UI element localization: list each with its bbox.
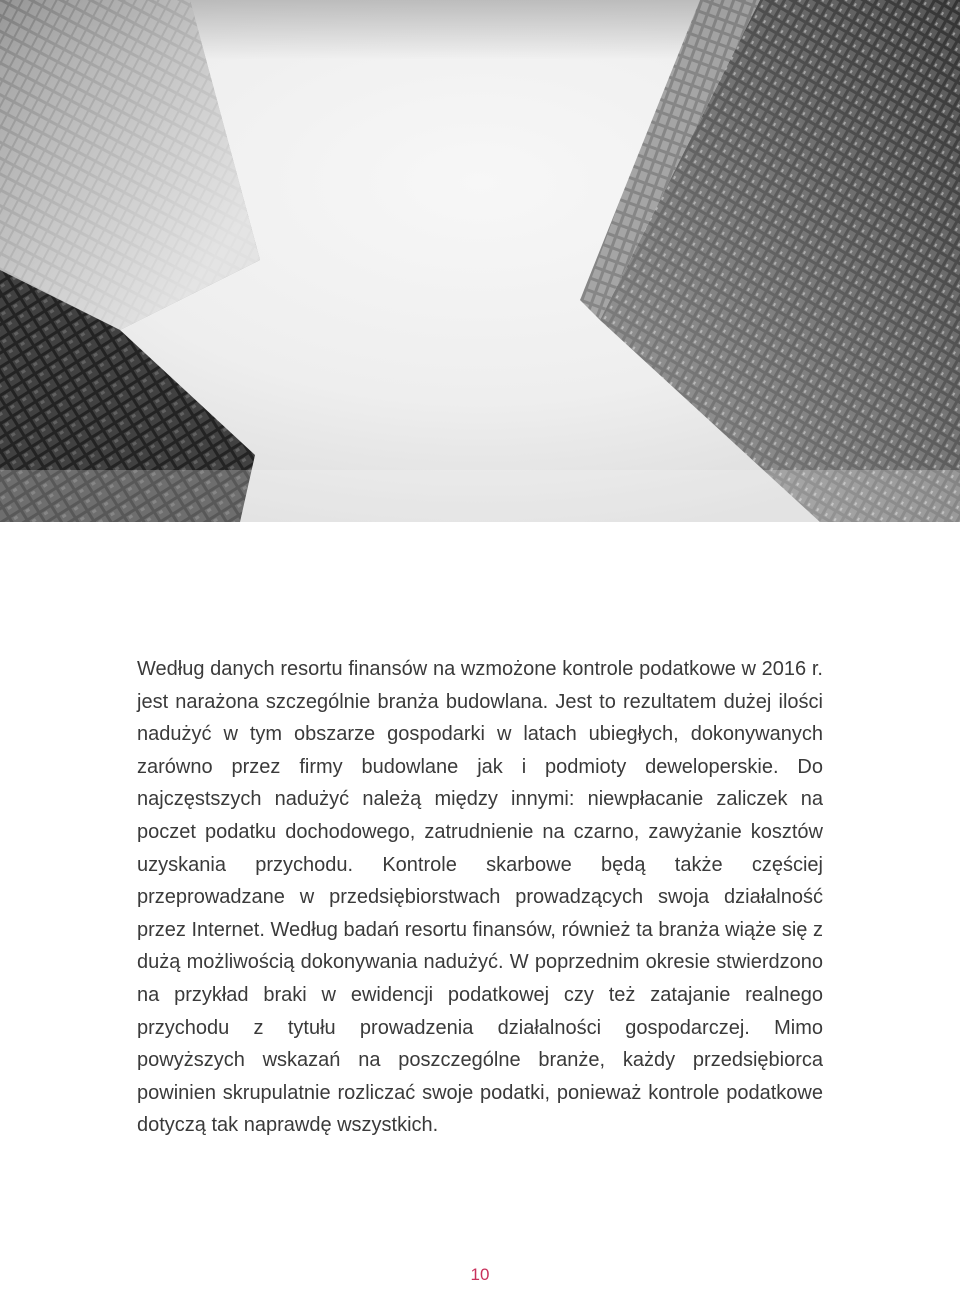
skyscrapers-fog-illustration (0, 0, 960, 522)
body-paragraph: Według danych resortu finansów na wzmożone kontrole podatkowe w 2016 r. jest narażona szczególnie branża budowlana. Jest to rezultatem dużej ilości nadużyć w tym obszarze gospodarki w latach ubiegłych, dokonywanych zarówno przez firmy budowlane jak i podmioty deweloperskie. Do najczęstszych nadużyć należą między innymi: niewpłacanie zaliczek na poczet podatku dochodowego, zatrudnienie na czarno, zawyżanie kosztów uzyskania przychodu. Kontrole skarbowe będą także częściej przeprowadzane w przedsiębiorstwach prowadzących swoja działalność przez Internet. Według badań resortu finansów, również ta branża wiąże się z dużą możliwością dokonywania nadużyć. W poprzednim okresie stwierdzono na przykład braki w ewidencji podatkowej czy też zatajanie realnego przychodu z tytułu prowadzenia działalności gospodarczej. Mimo powyższych wskazań na poszczególne branże, każdy przedsiębiorca powinien skrupulatnie rozliczać swoje podatki, ponieważ kontrole podatkowe dotyczą tak naprawdę wszystkich. (137, 658, 823, 1137)
page-number: 10 (470, 1265, 490, 1284)
hero-photo (0, 0, 960, 522)
